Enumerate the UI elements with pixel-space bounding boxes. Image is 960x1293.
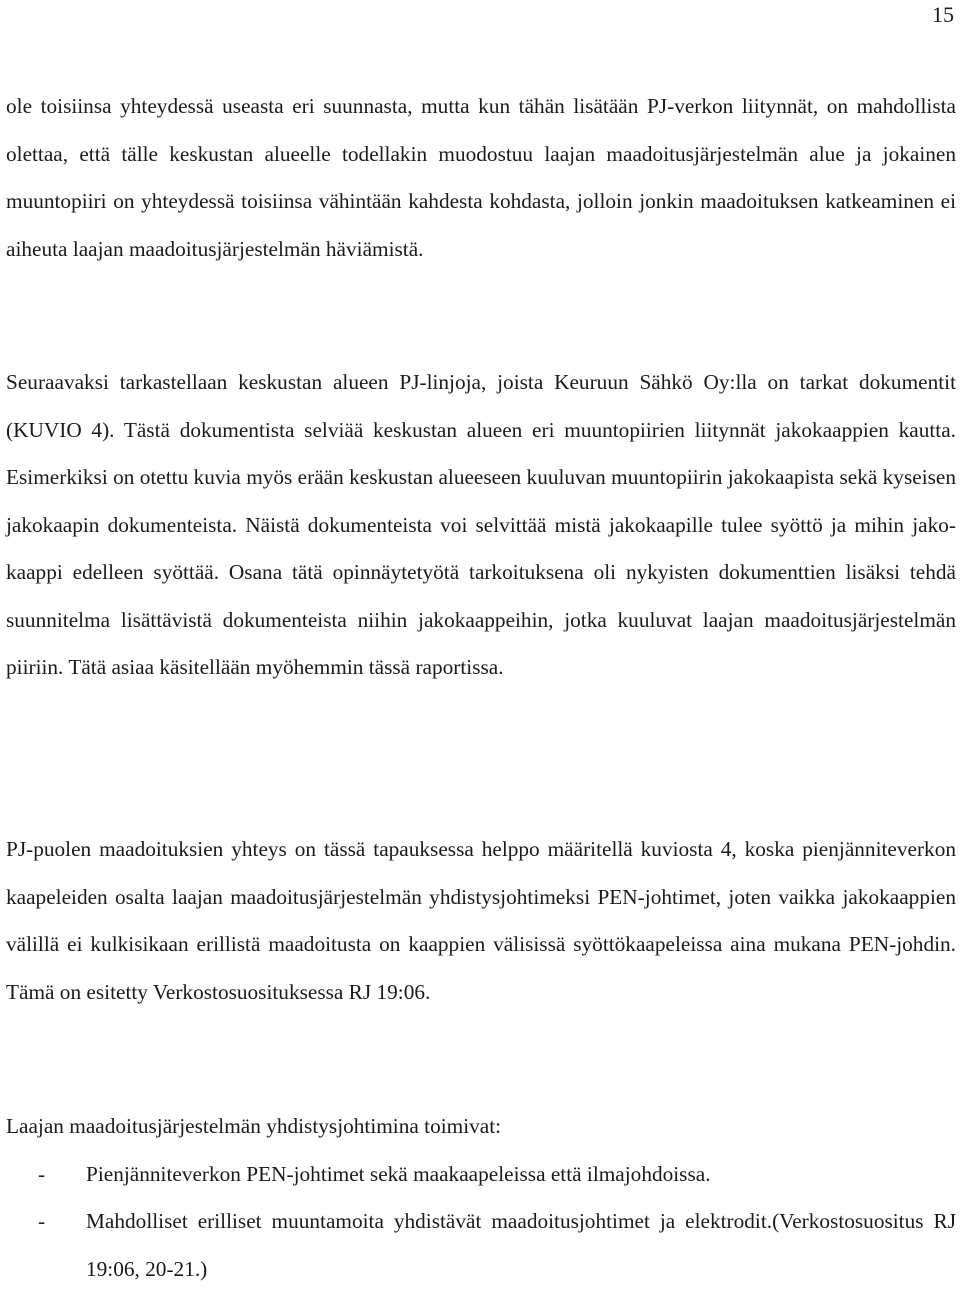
list-item-text: Mahdolliset erilliset muuntamoita yhdistävät maadoitusjohtimet ja elektrodit.(Verkostosuositus RJ 19:06, 20-21.) [86, 1209, 956, 1281]
paragraph-4-block [6, 1103, 956, 1293]
paragraph-2: Seuraavaksi tarkastellaan keskustan alueen PJ-linjoja, joista Keuruun Sähkö Oy:lla on tarkat dokumentit (KUVIO 4). Tästä dokumentista selviää keskustan alueen eri muuntopiirien liitynnät jakokaappien kautta. Esimerkiksi on otettu kuvia myös erään keskustan alueeseen kuuluvan muuntopiirin jakokaapista sekä kyseisen jakokaapin dokumenteista. Näistä dokumenteista voi selvittää mistä jakokaapille tulee syöttö ja mihin jakokaappi edelleen syöttää. Osana tätä opinnäytetyötä tarkoituksena oli nykyisten dokumenttien lisäksi tehdä suunnitelma lisättävistä dokumenteista niihin jakokaappeihin, jotka kuuluvat laajan maadoitusjärjestelmän piiriin. Tätä asiaa käsitellään myöhemmin tässä raportissa. [6, 359, 956, 692]
list-bullet: - [38, 1151, 45, 1199]
paragraph-3: PJ-puolen maadoituksien yhteys on tässä tapauksessa helppo määritellä kuviosta 4, koska pienjänniteverkon kaapeleiden osalta laajan maadoitusjärjestelmän yhdistysjohtimeksi PEN-johtimet, joten vaikka jakokaappien välillä ei kulkisikaan erillistä maadoitusta on kaappien välisissä syöttökaapeleissa aina mukana PEN-johdin. Tämä on esitetty Verkostosuosituksessa RJ 19:06. [6, 826, 956, 1016]
paragraph-1-block [6, 83, 956, 273]
list-bullet: - [38, 1198, 45, 1246]
list-item-text: Pienjänniteverkon PEN-johtimet sekä maakaapeleissa että ilmajohdoissa. [86, 1162, 711, 1186]
paragraph-2-block [6, 359, 956, 692]
conductor-list [6, 1151, 956, 1293]
list-item [6, 1198, 956, 1293]
paragraph-3-block [6, 826, 956, 1016]
list-intro: Laajan maadoitusjärjestelmän yhdistysjohtimina toimivat: [6, 1103, 956, 1151]
page-number: 15 [932, 2, 954, 28]
list-item [6, 1151, 956, 1199]
paragraph-1: ole toisiinsa yhteydessä useasta eri suunnasta, mutta kun tähän lisätään PJ-verkon liitynnät, on mahdollista olettaa, että tälle keskustan alueelle todellakin muodostuu laajan maadoitusjärjestelmän alue ja jokainen muuntopiiri on yhteydessä toisiinsa vähintään kahdesta kohdasta, jolloin jonkin maadoituksen katkeaminen ei aiheuta laajan maadoitusjärjestelmän häviämistä. [6, 83, 956, 273]
